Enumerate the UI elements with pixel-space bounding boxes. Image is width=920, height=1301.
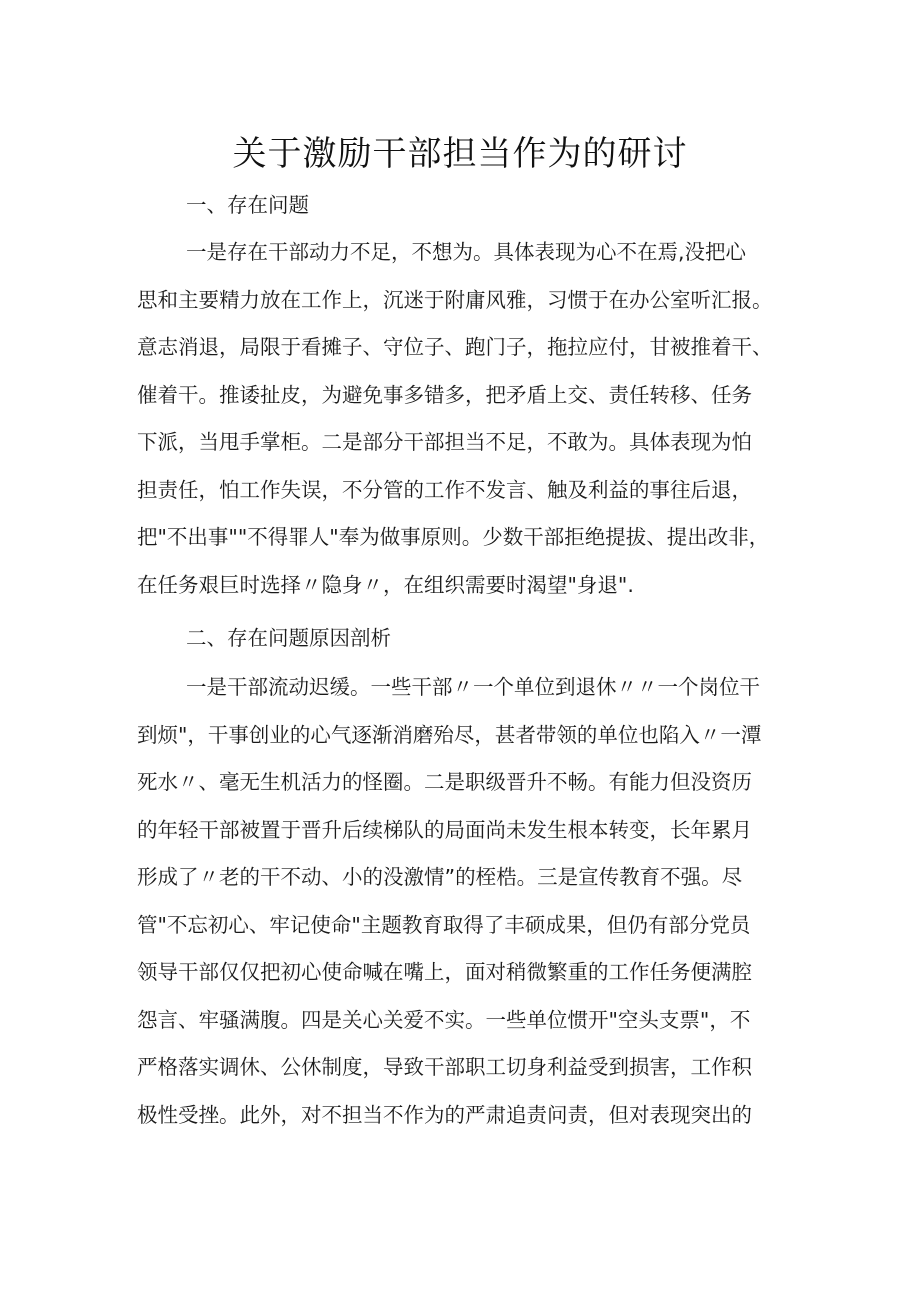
paragraph-line: 一是存在干部动力不足，不想为。具体表现为心不在焉,没把心 — [186, 240, 747, 264]
paragraph-line: 严格落实调休、公休制度，导致干部职工切身利益受到损害，工作积 — [137, 1055, 752, 1079]
paragraph-line: 死水〃、毫无生机活力的怪圈。二是职级晋升不畅。有能力但没资历 — [137, 770, 752, 794]
paragraph-line: 下派，当甩手掌柜。二是部分干部担当不足，不敢为。具体表现为怕 — [137, 430, 752, 454]
paragraph-line: 把"不出事""不得罪人"奉为做事原则。少数干部拒绝提拔、提出改非， — [137, 525, 770, 549]
paragraph-line: 到烦"，干事创业的心气逐渐消磨殆尽，甚者带领的单位也陷入〃一潭 — [137, 722, 762, 747]
section-body-cause-analysis — [137, 664, 787, 1139]
paragraph-line: 一是干部流动迟缓。一些干部〃一个单位到退休〃〃一个岗位干 — [186, 675, 760, 699]
paragraph-line: 思和主要精力放在工作上，沉迷于附庸风雅，习惯于在办公室听汇报。 — [137, 287, 773, 312]
paragraph-line: 形成了〃老的干不动、小的没激情”的桎梏。三是宣传教育不强。尽 — [137, 865, 743, 889]
paragraph-line: 的年轻干部被置于晋升后续梯队的局面尚未发生根本转变，长年累月 — [137, 817, 752, 842]
paragraph-line: 催着干。推诿扯皮，为避免事多错多，把矛盾上交、责任转移、任务 — [137, 382, 752, 407]
document-title: 关于激励干部担当作为的研讨 — [232, 134, 688, 174]
paragraph-line: 在任务艰巨时选择〃隐身〃，在组织需要时渴望"身退". — [137, 572, 634, 597]
paragraph-line: 担责任，怕工作失误，不分管的工作不发言、触及利益的事往后退， — [137, 477, 752, 502]
section-heading-cause-analysis: 二、存在问题原因剖析 — [186, 626, 391, 650]
section-heading-problems: 一、存在问题 — [186, 193, 309, 217]
paragraph-line: 意志消退，局限于看摊子、守位子、跑门子，拖拉应付，甘被推着干、 — [137, 335, 773, 359]
section-body-problems — [137, 229, 787, 609]
paragraph-line: 领导干部仅仅把初心使命喊在嘴上，面对稍微繁重的工作任务便满腔 — [137, 960, 752, 984]
paragraph-line: 极性受挫。此外，对不担当不作为的严肃追责问责，但对表现突出的 — [137, 1102, 752, 1127]
paragraph-line: 管"不忘初心、牢记使命"主题教育取得了丰硕成果，但仍有部分党员 — [137, 912, 751, 937]
paragraph-line: 怨言、牢骚满腹。四是关心关爱不实。一些单位惯开"空头支票"，不 — [137, 1007, 751, 1032]
